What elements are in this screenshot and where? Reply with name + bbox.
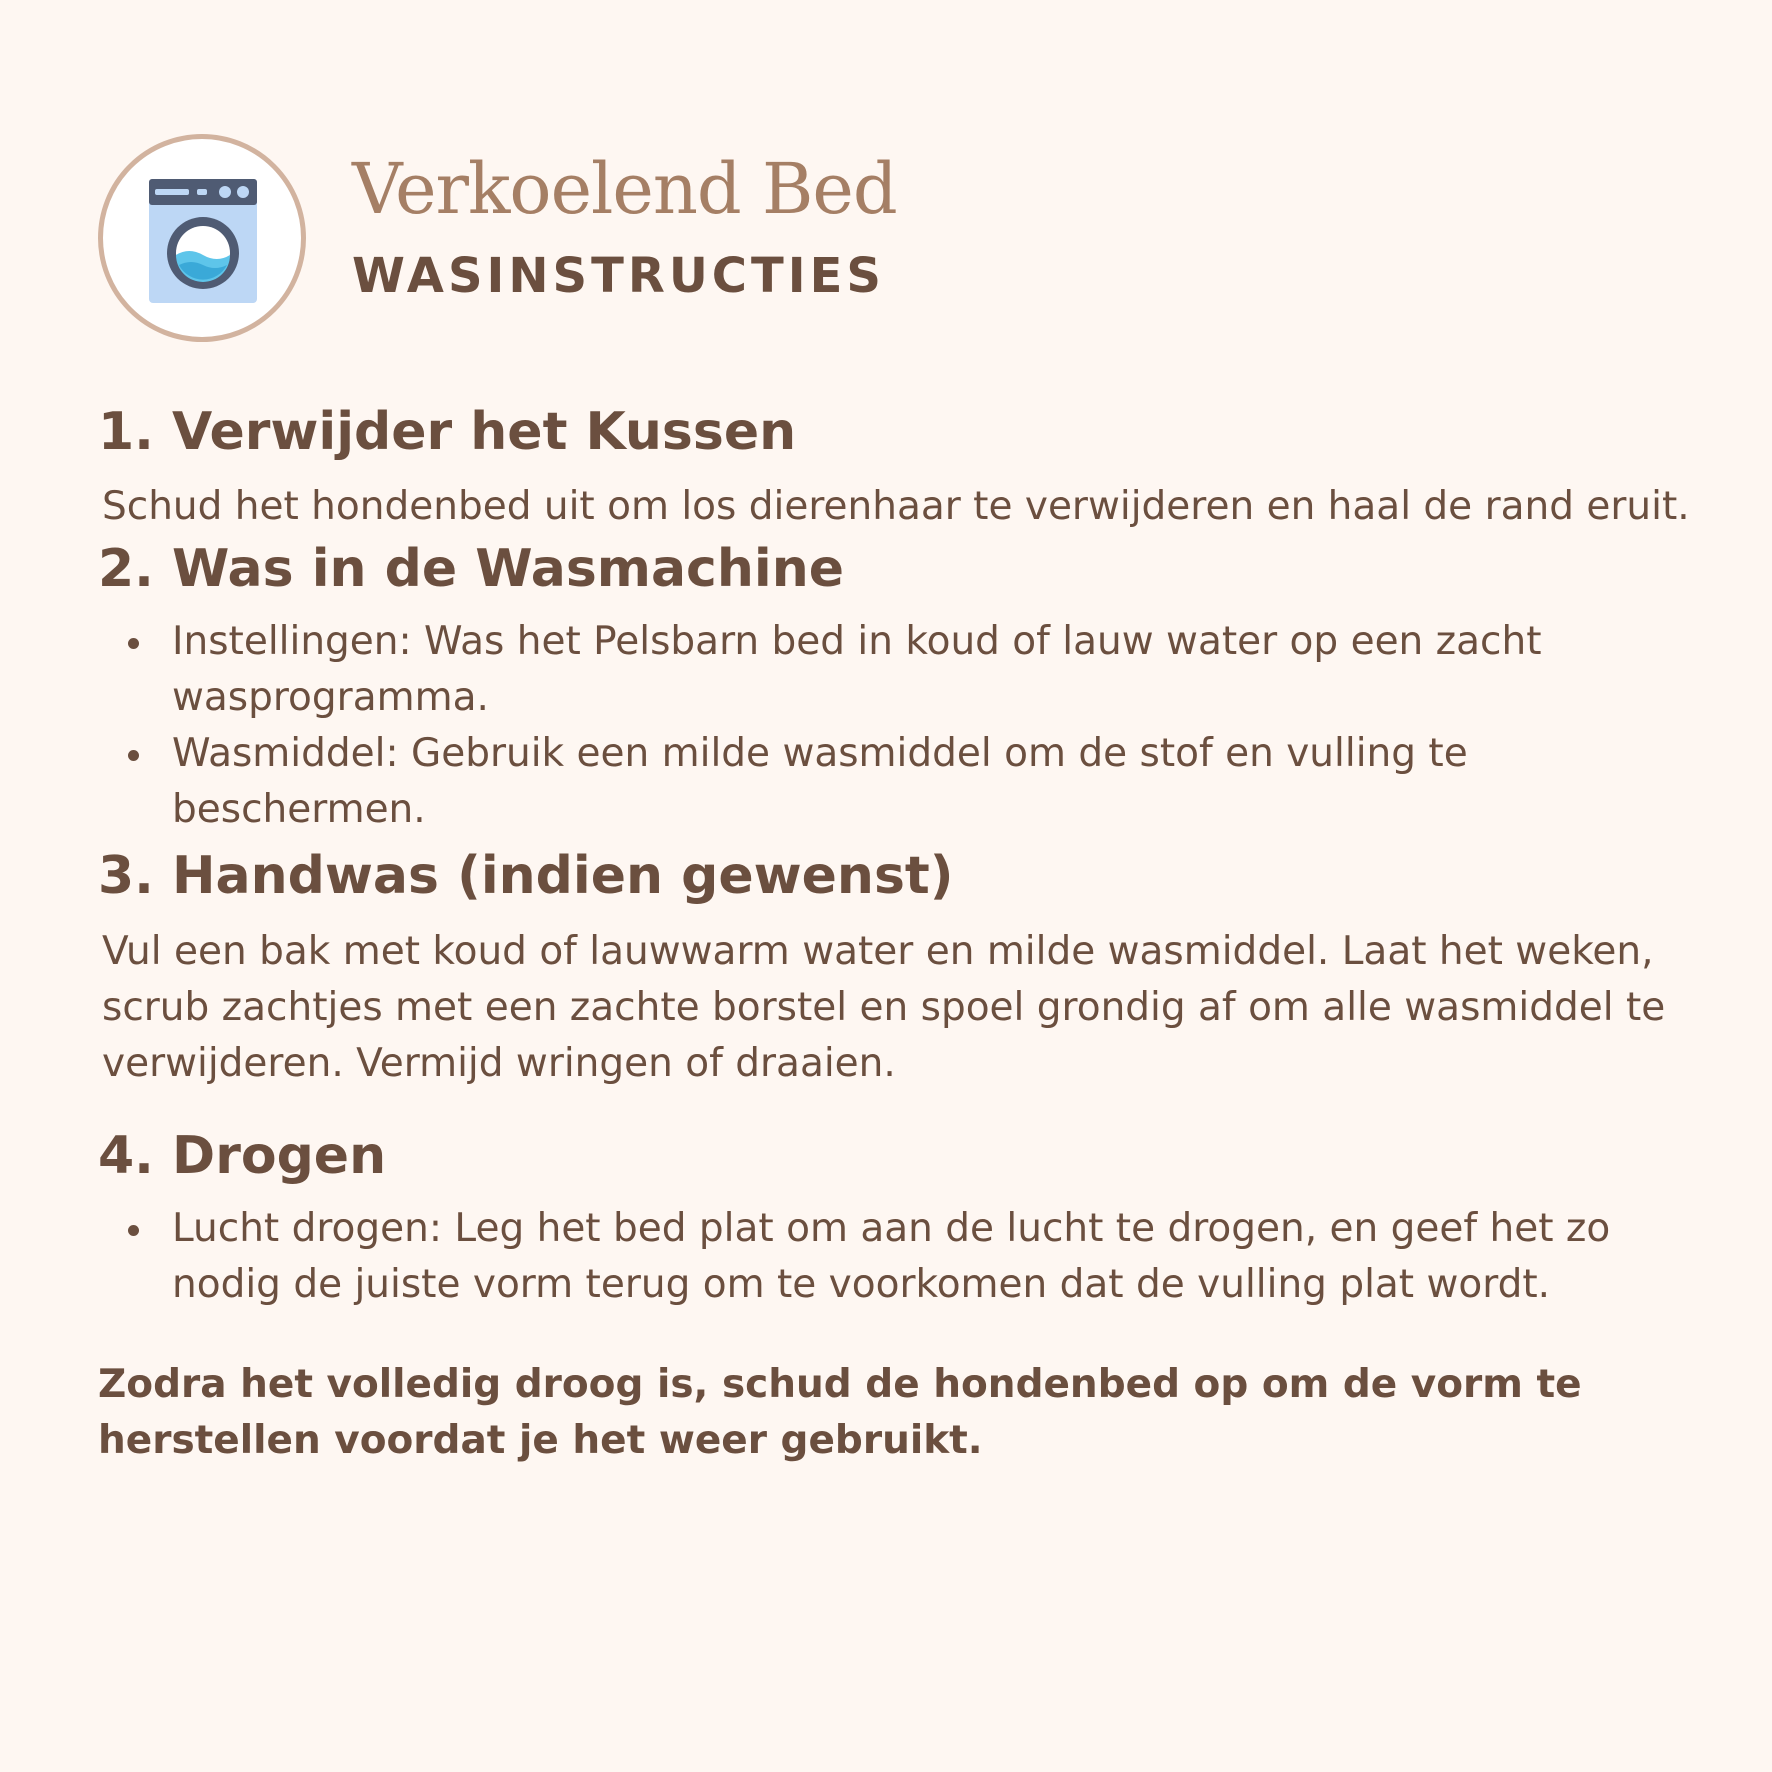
section-heading: 4. Drogen [98,1125,387,1186]
final-note: Zodra het volledig droog is, schud de hondenbed op om de vorm te herstellen voordat je het weer gebruikt. [98,1361,1582,1463]
bullet-icon [128,638,139,649]
list-item-text: Lucht drogen: Leg het bed plat om aan de lucht te drogen, en geef het zo nodig de juiste vorm terug om te voorkomen dat de vulling plat wordt. [172,1205,1611,1307]
section-machine-wash [98,541,1718,838]
title-block [352,148,897,304]
section-heading: 2. Was in de Wasmachine [98,539,845,600]
page-subtitle: WASINSTRUCTIES [352,248,885,304]
section-text: Schud het hondenbed uit om los dierenhaar te verwijderen en haal de rand eruit. [102,484,1690,530]
bullet-icon [128,1225,139,1236]
icon-badge [98,134,306,342]
bullet-list [98,614,1578,838]
list-item-text: Wasmiddel: Gebruik een milde wasmiddel om de stof en vulling te beschermen. [172,731,1468,833]
list-item [98,1201,1718,1313]
list-item [98,614,1578,726]
section-drying [98,1125,1718,1313]
header [98,134,1598,354]
section-remove-cushion [98,404,1718,535]
list-item [98,726,1578,838]
bullet-icon [128,750,139,761]
instructions [98,404,1718,1469]
section-hand-wash [98,848,1718,1091]
list-item-text: Instellingen: Was het Pelsbarn bed in koud of lauw water op een zacht wasprogramma. [172,619,1542,721]
washing-machine-icon [145,175,261,307]
section-text: Vul een bak met koud of lauwwarm water en milde wasmiddel. Laat het weken, scrub zachtjes met een zachte borstel en spoel grondig af om alle wasmiddel te verwijderen. Vermijd wringen of draaien. [102,928,1666,1086]
bullet-list [98,1201,1718,1313]
page-title: Verkoelend Bed [352,148,897,230]
section-heading: 1. Verwijder het Kussen [98,402,797,462]
section-heading: 3. Handwas (indien gewenst) [98,846,954,907]
